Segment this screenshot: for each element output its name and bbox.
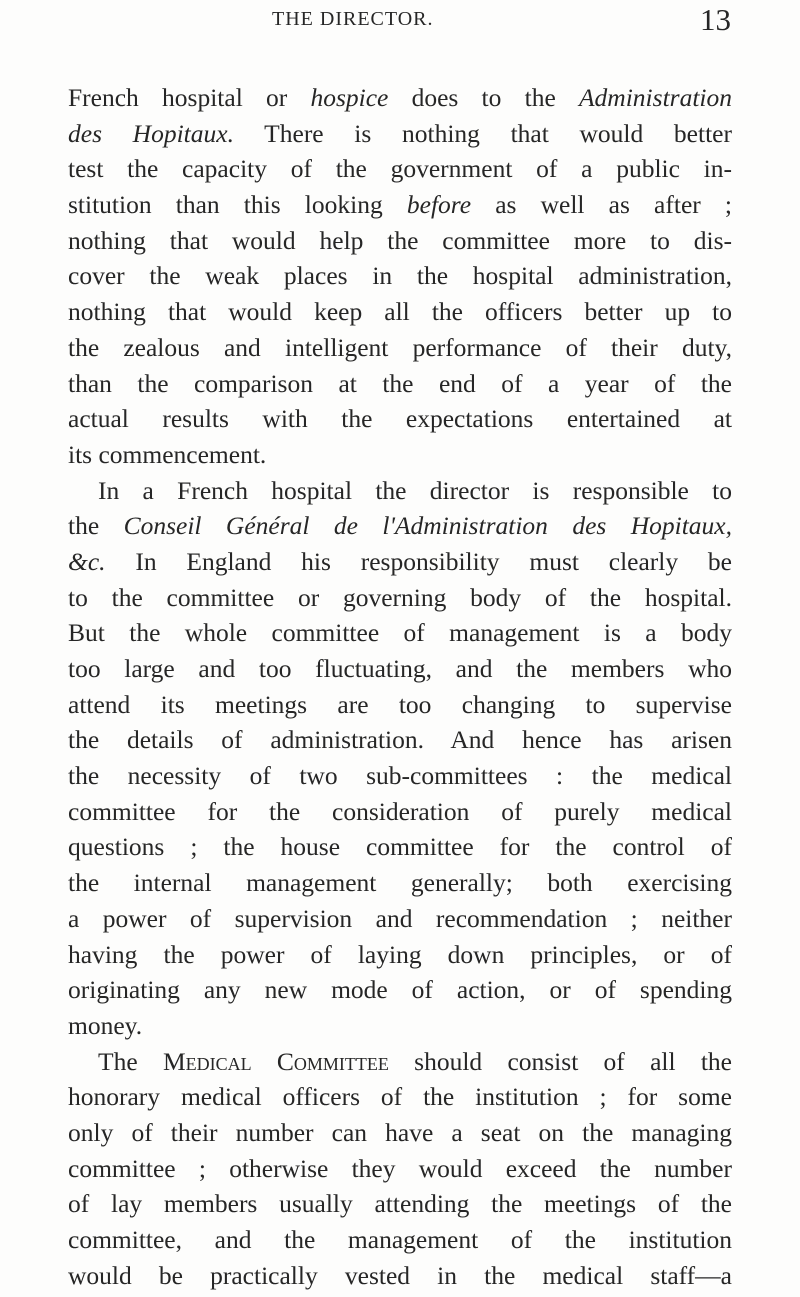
text-line: [68, 972, 732, 1008]
italic-text: before: [406, 190, 472, 220]
page-number: 13: [700, 2, 731, 37]
text-segment: only of their number can have a seat on the managing: [68, 1117, 732, 1147]
text-segment: In England his responsibility must clearly be: [105, 546, 732, 576]
text-line: [68, 794, 732, 830]
text-line: [68, 615, 732, 651]
text-line: [68, 187, 732, 223]
text-line: [68, 722, 732, 758]
text-line: [68, 1044, 732, 1080]
text-segment: nothing that would help the committee more to dis-: [68, 225, 732, 255]
text-line: [68, 401, 732, 437]
text-line: [68, 294, 732, 330]
text-segment: attend its meetings are too changing to supervise: [68, 689, 732, 719]
text-line: [68, 223, 732, 259]
text-segment: the: [68, 511, 124, 541]
text-line: [68, 651, 732, 687]
text-segment: originating any new mode of action, or of spending: [68, 975, 732, 1005]
text-line: [68, 1151, 732, 1187]
text-line: [68, 437, 732, 473]
text-line: [68, 1079, 732, 1115]
text-line: [68, 865, 732, 901]
text-line: [68, 258, 732, 294]
text-segment: honorary medical officers of the institution ; for some: [68, 1082, 732, 1112]
text-segment: money.: [68, 1010, 143, 1040]
text-line: [68, 473, 732, 509]
text-segment: a power of supervision and recommendation ; neither: [68, 903, 732, 933]
text-segment: would be practically vested in the medical staff—a: [68, 1260, 732, 1290]
body-text: [68, 80, 732, 1293]
italic-text: hospice: [310, 83, 389, 112]
text-segment: In a French hospital the director is responsible to: [98, 475, 732, 505]
text-line: [68, 508, 732, 544]
text-line: [68, 1258, 732, 1294]
text-segment: does to the: [388, 83, 579, 112]
text-segment: committee for the consideration of purely medical: [68, 796, 732, 826]
text-line: [68, 1115, 732, 1151]
text-line: [68, 580, 732, 616]
text-line: [68, 829, 732, 865]
text-segment: stitution than this looking: [68, 190, 407, 220]
text-segment: questions ; the house committee for the control of: [68, 832, 732, 862]
running-head-title: THE DIRECTOR.: [272, 8, 434, 30]
text-line: [68, 116, 732, 152]
text-segment: actual results with the expectations entertained at: [68, 404, 732, 434]
text-segment: committee ; otherwise they would exceed the number: [68, 1153, 732, 1183]
text-segment: the zealous and intelligent performance of their duty,: [68, 332, 732, 362]
text-segment: the internal management generally; both exercising: [68, 868, 732, 898]
text-segment: than the comparison at the end of a year of the: [68, 368, 732, 398]
text-segment: the necessity of two sub-committees : the medical: [68, 761, 732, 791]
text-line: [68, 937, 732, 973]
small-caps-text: Medical Committee: [162, 1046, 389, 1076]
text-segment: its commencement.: [68, 439, 267, 469]
text-segment: There is nothing that would better: [233, 118, 732, 148]
italic-text: Administration: [578, 83, 732, 112]
text-segment: of lay members usually attending the meetings of the: [68, 1189, 732, 1219]
italic-text: Conseil Général de l'Administration des Hopitaux,: [123, 511, 733, 541]
text-line: [68, 758, 732, 794]
text-segment: French hospital or: [68, 83, 311, 112]
text-segment: cover the weak places in the hospital administration,: [68, 261, 732, 291]
text-segment: as well as after ;: [471, 190, 732, 220]
running-head: [0, 2, 800, 36]
text-line: [68, 1008, 732, 1044]
italic-text: &c.: [68, 546, 106, 576]
text-line: [68, 544, 732, 580]
text-segment: test the capacity of the government of a public in-: [68, 154, 732, 184]
italic-text: des Hopitaux.: [68, 118, 234, 148]
text-segment: having the power of laying down principles, or of: [68, 939, 732, 969]
text-segment: to the committee or governing body of the hospital.: [68, 582, 732, 612]
text-line: [68, 1186, 732, 1222]
text-segment: nothing that would keep all the officers better up to: [68, 297, 732, 327]
text-line: [68, 366, 732, 402]
text-line: [68, 330, 732, 366]
text-segment: But the whole committee of management is a body: [68, 618, 732, 648]
text-line: [68, 901, 732, 937]
text-line: [68, 687, 732, 723]
text-segment: should consist of all the: [388, 1046, 732, 1076]
text-line: [68, 1222, 732, 1258]
text-segment: too large and too fluctuating, and the members who: [68, 654, 732, 683]
text-segment: The: [98, 1046, 163, 1076]
text-line: [68, 151, 732, 187]
text-line: [68, 80, 732, 116]
text-segment: the details of administration. And hence has arisen: [68, 725, 732, 755]
text-segment: committee, and the management of the institution: [68, 1225, 732, 1254]
